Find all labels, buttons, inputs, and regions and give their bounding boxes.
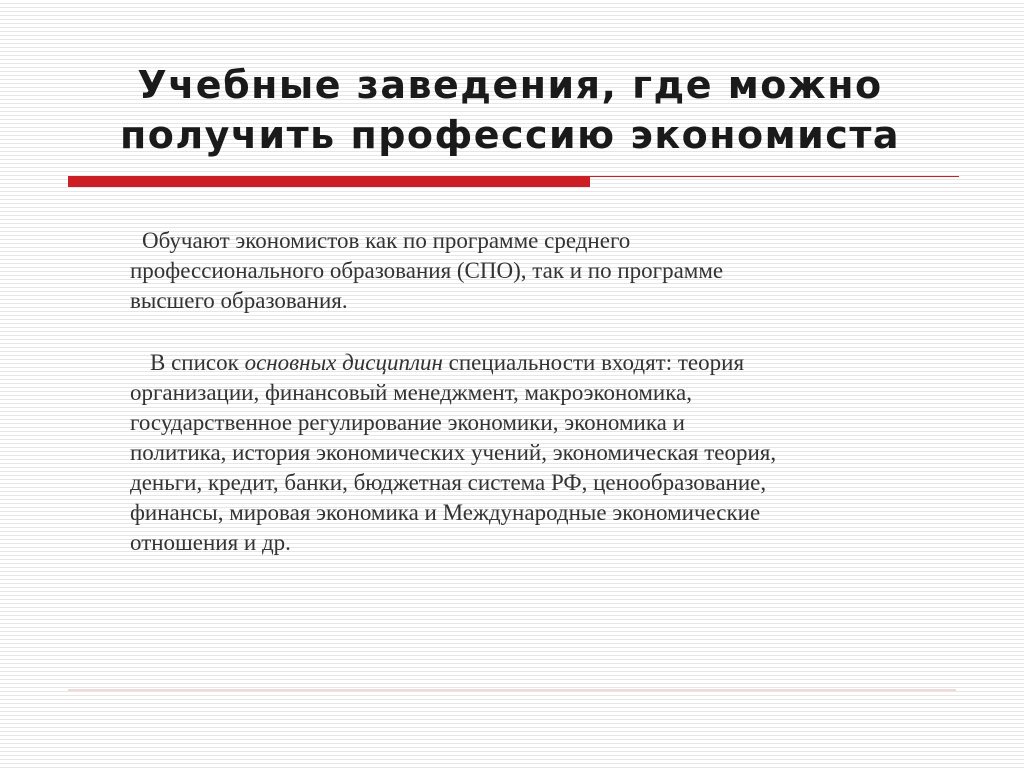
paragraph-2-line-1 bbox=[130, 348, 960, 378]
slide-title bbox=[60, 60, 960, 160]
paragraph-education-levels bbox=[130, 226, 960, 316]
paragraph-2-line-3: государственное регулирование экономики, экономика и bbox=[130, 410, 685, 435]
paragraph-2-line-2: организации, финансовый менеджмент, макроэкономика, bbox=[130, 380, 693, 405]
footer-divider bbox=[68, 689, 956, 691]
paragraph-1-line-2: профессионального образования (СПО), так и по программе bbox=[130, 258, 724, 283]
key-disciplines-emphasis: основных дисциплин bbox=[244, 350, 443, 375]
paragraph-2-line-6: финансы, мировая экономика и Международные экономические bbox=[130, 500, 761, 525]
paragraph-2-line-1-start: В список bbox=[150, 350, 245, 375]
title-accent-line bbox=[590, 176, 959, 177]
paragraph-1-line-1: Обучают экономистов как по программе среднего bbox=[142, 228, 631, 253]
paragraph-disciplines bbox=[130, 348, 960, 558]
slide-title-line-1: Учебные заведения, где можно bbox=[137, 63, 883, 107]
paragraph-2-line-1-end: специальности входят: теория bbox=[442, 350, 745, 375]
slide-title-line-2: получить профессию экономиста bbox=[119, 113, 900, 157]
title-accent-bar bbox=[68, 176, 590, 187]
paragraph-2-line-7: отношения и др. bbox=[130, 530, 291, 555]
slide-body bbox=[130, 226, 960, 558]
paragraph-2-line-4: политика, история экономических учений, экономическая теория, bbox=[130, 440, 777, 465]
paragraph-1-line-3: высшего образования. bbox=[130, 288, 348, 313]
paragraph-2-line-5: деньги, кредит, банки, бюджетная система РФ, ценообразование, bbox=[130, 470, 767, 495]
